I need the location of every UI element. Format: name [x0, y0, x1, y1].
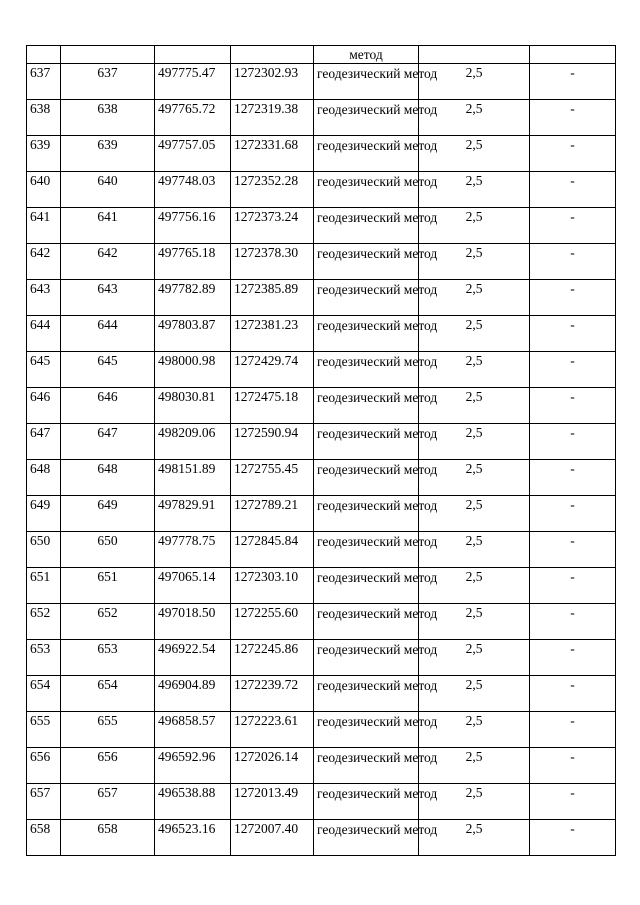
cell-note: - [530, 424, 616, 460]
cell-accuracy: 2,5 [419, 172, 530, 208]
cell-accuracy: 2,5 [419, 496, 530, 532]
cell-method: геодезический метод [314, 388, 419, 424]
table-row [27, 496, 616, 532]
table-row [27, 748, 616, 784]
table-row [27, 352, 616, 388]
cell-x: 497803.87 [155, 316, 231, 352]
continuation-row [27, 46, 616, 64]
cell-number: 637 [27, 64, 61, 100]
cell-x: 497778.75 [155, 532, 231, 568]
cell-point: 652 [61, 604, 155, 640]
cell-method: геодезический метод [314, 640, 419, 676]
cell-y: 1272352.28 [231, 172, 314, 208]
cell-y: 1272590.94 [231, 424, 314, 460]
cell-method: геодезический метод [314, 208, 419, 244]
cell-x: 497756.16 [155, 208, 231, 244]
cell-point: 644 [61, 316, 155, 352]
table-row [27, 280, 616, 316]
cell-accuracy: 2,5 [419, 676, 530, 712]
cell-point: 656 [61, 748, 155, 784]
cell-point: 642 [61, 244, 155, 280]
cell-method: геодезический метод [314, 64, 419, 100]
cell-y: 1272223.61 [231, 712, 314, 748]
cell-number: 655 [27, 712, 61, 748]
cell-note: - [530, 316, 616, 352]
cell-y: 1272303.10 [231, 568, 314, 604]
table-row [27, 460, 616, 496]
cell-accuracy: 2,5 [419, 568, 530, 604]
cell-method: геодезический метод [314, 568, 419, 604]
cell-note: - [530, 604, 616, 640]
cell-accuracy: 2,5 [419, 604, 530, 640]
cell-note: - [530, 784, 616, 820]
cell-accuracy: 2,5 [419, 100, 530, 136]
cell-number: 638 [27, 100, 61, 136]
cell-accuracy: 2,5 [419, 136, 530, 172]
table-row [27, 676, 616, 712]
cell-accuracy: 2,5 [419, 424, 530, 460]
cell-method: геодезический метод [314, 496, 419, 532]
table-row [27, 388, 616, 424]
cell-x: 497757.05 [155, 136, 231, 172]
cell-number: 658 [27, 820, 61, 856]
cell-accuracy: 2,5 [419, 748, 530, 784]
cell-note: - [530, 388, 616, 424]
cell-point: 657 [61, 784, 155, 820]
cell-number: 647 [27, 424, 61, 460]
cell-method: геодезический метод [314, 100, 419, 136]
cell-number: 642 [27, 244, 61, 280]
cell-y: 1272239.72 [231, 676, 314, 712]
cell-accuracy: 2,5 [419, 280, 530, 316]
cell-point: 654 [61, 676, 155, 712]
cell-point: 643 [61, 280, 155, 316]
table-row [27, 208, 616, 244]
table-row [27, 136, 616, 172]
cell-y: 1272026.14 [231, 748, 314, 784]
cell-y: 1272378.30 [231, 244, 314, 280]
cell-point: 651 [61, 568, 155, 604]
cell-number: 639 [27, 136, 61, 172]
cell-y: 1272373.24 [231, 208, 314, 244]
cell-point: 645 [61, 352, 155, 388]
table-body [27, 46, 616, 856]
cell-y: 1272331.68 [231, 136, 314, 172]
cell-number: 644 [27, 316, 61, 352]
cell-x: 497018.50 [155, 604, 231, 640]
table-row [27, 244, 616, 280]
table-row [27, 712, 616, 748]
cell-accuracy: 2,5 [419, 64, 530, 100]
table-row [27, 568, 616, 604]
cell-point: 640 [61, 172, 155, 208]
cell-point: 648 [61, 460, 155, 496]
table-row [27, 172, 616, 208]
cell-point: 646 [61, 388, 155, 424]
cell-point: 639 [61, 136, 155, 172]
cell-y: 1272385.89 [231, 280, 314, 316]
cell-point: 658 [61, 820, 155, 856]
cell-method: геодезический метод [314, 604, 419, 640]
cell-x: 496592.96 [155, 748, 231, 784]
cell-x: 498000.98 [155, 352, 231, 388]
cell-accuracy: 2,5 [419, 640, 530, 676]
cell-note: - [530, 100, 616, 136]
cell-number: 650 [27, 532, 61, 568]
cell-note: - [530, 352, 616, 388]
cell-method: геодезический метод [314, 676, 419, 712]
cell-note: - [530, 64, 616, 100]
cell-point [61, 46, 155, 64]
cell-x: 496523.16 [155, 820, 231, 856]
cell-x: 497765.18 [155, 244, 231, 280]
cell-method: геодезический метод [314, 460, 419, 496]
cell-number: 657 [27, 784, 61, 820]
cell-note: - [530, 820, 616, 856]
cell-x: 497748.03 [155, 172, 231, 208]
cell-method: геодезический метод [314, 424, 419, 460]
cell-accuracy: 2,5 [419, 784, 530, 820]
cell-accuracy: 2,5 [419, 532, 530, 568]
coordinates-table [26, 45, 616, 856]
table-row [27, 424, 616, 460]
cell-y: 1272013.49 [231, 784, 314, 820]
cell-method: геодезический метод [314, 532, 419, 568]
cell-method: геодезический метод [314, 784, 419, 820]
table-row [27, 316, 616, 352]
cell-method: геодезический метод [314, 136, 419, 172]
cell-y [231, 46, 314, 64]
cell-method: геодезический метод [314, 316, 419, 352]
cell-y: 1272255.60 [231, 604, 314, 640]
cell-accuracy: 2,5 [419, 244, 530, 280]
cell-x: 496538.88 [155, 784, 231, 820]
cell-number: 654 [27, 676, 61, 712]
cell-y: 1272429.74 [231, 352, 314, 388]
cell-accuracy: 2,5 [419, 316, 530, 352]
cell-number: 641 [27, 208, 61, 244]
cell-method: геодезический метод [314, 352, 419, 388]
cell-point: 655 [61, 712, 155, 748]
cell-number: 645 [27, 352, 61, 388]
cell-method: геодезический метод [314, 820, 419, 856]
cell-method: геодезический метод [314, 280, 419, 316]
cell-note: - [530, 244, 616, 280]
cell-accuracy: 2,5 [419, 388, 530, 424]
cell-y: 1272475.18 [231, 388, 314, 424]
table-row [27, 64, 616, 100]
cell-y: 1272319.38 [231, 100, 314, 136]
cell-point: 638 [61, 100, 155, 136]
cell-note: - [530, 172, 616, 208]
cell-accuracy: 2,5 [419, 352, 530, 388]
cell-note: - [530, 208, 616, 244]
cell-note: - [530, 496, 616, 532]
cell-x: 496904.89 [155, 676, 231, 712]
cell-number: 653 [27, 640, 61, 676]
cell-y: 1272245.86 [231, 640, 314, 676]
cell-x: 497782.89 [155, 280, 231, 316]
cell-x: 498151.89 [155, 460, 231, 496]
cell-method: геодезический метод [314, 712, 419, 748]
cell-number: 649 [27, 496, 61, 532]
table-row [27, 640, 616, 676]
cell-note: - [530, 676, 616, 712]
cell-accuracy: 2,5 [419, 460, 530, 496]
cell-point: 649 [61, 496, 155, 532]
cell-point: 641 [61, 208, 155, 244]
cell-note: - [530, 136, 616, 172]
cell-number: 652 [27, 604, 61, 640]
cell-y: 1272381.23 [231, 316, 314, 352]
cell-number: 640 [27, 172, 61, 208]
cell-number [27, 46, 61, 64]
cell-x: 496858.57 [155, 712, 231, 748]
cell-accuracy: 2,5 [419, 208, 530, 244]
cell-note: - [530, 568, 616, 604]
cell-method: геодезический метод [314, 748, 419, 784]
cell-y: 1272845.84 [231, 532, 314, 568]
cell-x: 497765.72 [155, 100, 231, 136]
cell-y: 1272789.21 [231, 496, 314, 532]
cell-x: 498030.81 [155, 388, 231, 424]
cell-note: - [530, 532, 616, 568]
cell-y: 1272007.40 [231, 820, 314, 856]
cell-number: 648 [27, 460, 61, 496]
cell-accuracy: 2,5 [419, 712, 530, 748]
table-row [27, 820, 616, 856]
cell-number: 643 [27, 280, 61, 316]
table-row [27, 604, 616, 640]
cell-x: 498209.06 [155, 424, 231, 460]
cell-x: 497829.91 [155, 496, 231, 532]
cell-point: 653 [61, 640, 155, 676]
cell-method: геодезический метод [314, 172, 419, 208]
cell-y: 1272302.93 [231, 64, 314, 100]
cell-x: 497065.14 [155, 568, 231, 604]
cell-note: - [530, 748, 616, 784]
cell-number: 651 [27, 568, 61, 604]
cell-note [530, 46, 616, 64]
table-row [27, 532, 616, 568]
cell-accuracy: 2,5 [419, 820, 530, 856]
cell-accuracy [419, 46, 530, 64]
cell-x: 497775.47 [155, 64, 231, 100]
cell-number: 656 [27, 748, 61, 784]
cell-number: 646 [27, 388, 61, 424]
cell-y: 1272755.45 [231, 460, 314, 496]
cell-point: 650 [61, 532, 155, 568]
table-row [27, 100, 616, 136]
cell-note: - [530, 280, 616, 316]
cell-method: метод [314, 46, 419, 64]
cell-point: 647 [61, 424, 155, 460]
cell-note: - [530, 712, 616, 748]
cell-x [155, 46, 231, 64]
cell-method: геодезический метод [314, 244, 419, 280]
cell-note: - [530, 640, 616, 676]
cell-x: 496922.54 [155, 640, 231, 676]
table-row [27, 784, 616, 820]
cell-note: - [530, 460, 616, 496]
cell-point: 637 [61, 64, 155, 100]
